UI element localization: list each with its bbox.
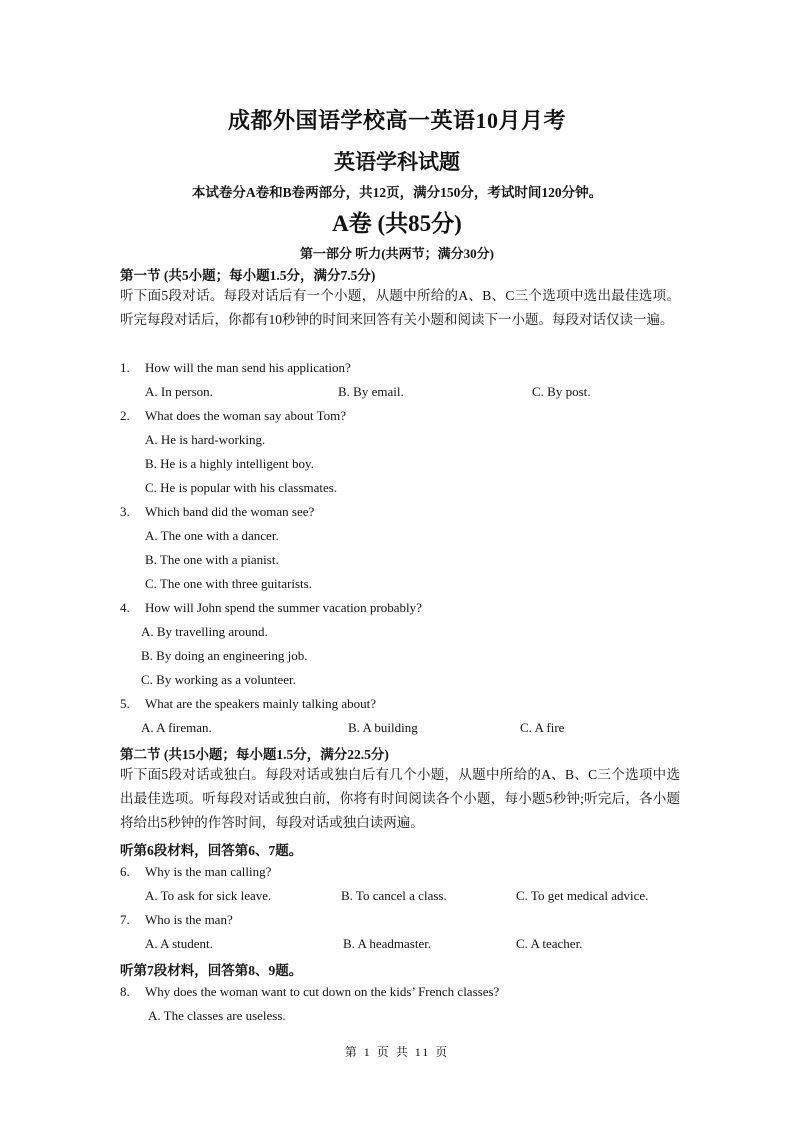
q6-option-c: C. To get medical advice.: [516, 888, 649, 903]
q4-option-c: C. By working as a volunteer.: [141, 672, 296, 687]
q7-option-c: C. A teacher.: [516, 936, 583, 951]
q4-text: How will John spend the summer vacation probably?: [145, 600, 422, 615]
q5-number: 5.: [120, 696, 130, 711]
q2-text: What does the woman say about Tom?: [145, 408, 347, 423]
q7-text: Who is the man?: [145, 912, 233, 927]
q5-option-b: B. A building: [348, 720, 418, 735]
q7-option-a: A. A student.: [145, 936, 213, 951]
section1-instructions: 听下面5段对话。每段对话后有一个小题，从题中所给的A、B、C三个选项中选出最佳选项。听完每段对话后，你都有10秒钟的时间来回答有关小题和阅读下一小题。每段对话仅读一遍。: [120, 288, 680, 327]
q1-option-b: B. By email.: [338, 384, 404, 399]
q3-option-a: A. The one with a dancer.: [145, 528, 279, 543]
q5-option-c: C. A fire: [520, 720, 565, 735]
q3-option-c: C. The one with three guitarists.: [145, 576, 312, 591]
q8-text: Why does the woman want to cut down on the kids’ French classes?: [145, 984, 500, 999]
q6-number: 6.: [120, 864, 130, 879]
part-heading: 第一部分 听力(共两节；满分30分): [300, 246, 494, 261]
section1-heading: 第一节 (共5小题；每小题1.5分，满分7.5分): [120, 268, 376, 283]
q2-option-b: B. He is a highly intelligent boy.: [145, 456, 314, 471]
material7-heading: 听第7段材料，回答第8、9题。: [120, 963, 303, 978]
q6-option-b: B. To cancel a class.: [341, 888, 447, 903]
q1-text: How will the man send his application?: [145, 360, 351, 375]
q1-option-c: C. By post.: [532, 384, 591, 399]
page-footer: 第 1 页 共 11 页: [344, 1045, 450, 1059]
exam-title: 成都外国语学校高一英语10月月考: [227, 108, 566, 133]
volume-heading: A卷 (共85分): [332, 211, 462, 236]
q2-number: 2.: [120, 408, 130, 423]
q8-number: 8.: [120, 984, 130, 999]
q3-option-b: B. The one with a pianist.: [145, 552, 279, 567]
exam-subtitle: 英语学科试题: [334, 150, 460, 174]
q8-option-a: A. The classes are useless.: [148, 1008, 286, 1023]
q5-option-a: A. A fireman.: [141, 720, 212, 735]
q7-number: 7.: [120, 912, 130, 927]
q6-option-a: A. To ask for sick leave.: [145, 888, 272, 903]
q3-number: 3.: [120, 504, 130, 519]
material6-heading: 听第6段材料，回答第6、7题。: [120, 843, 303, 858]
q4-option-a: A. By travelling around.: [141, 624, 268, 639]
q2-option-c: C. He is popular with his classmates.: [145, 480, 338, 495]
exam-note: 本试卷分A卷和B卷两部分，共12页，满分150分，考试时间120分钟。: [191, 185, 603, 200]
q7-option-b: B. A headmaster.: [343, 936, 432, 951]
q1-number: 1.: [120, 360, 130, 375]
q5-text: What are the speakers mainly talking about?: [145, 696, 377, 711]
q4-option-b: B. By doing an engineering job.: [141, 648, 308, 663]
q2-option-a: A. He is hard-working.: [145, 432, 266, 447]
section2-instructions: 听下面5段对话或独白。每段对话或独白后有几个小题，从题中所给的A、B、C三个选项中选出最佳选项。听每段对话或独白前，你将有时间阅读各个小题，每小题5秒钟;听完后，各小题将给出5秒钟的作答时间，每段对话或独白读两遍。: [120, 767, 680, 830]
q6-text: Why is the man calling?: [145, 864, 272, 879]
q4-number: 4.: [120, 600, 130, 615]
section2-heading: 第二节 (共15小题；每小题1.5分，满分22.5分): [120, 747, 389, 762]
q1-option-a: A. In person.: [145, 384, 213, 399]
q3-text: Which band did the woman see?: [145, 504, 315, 519]
